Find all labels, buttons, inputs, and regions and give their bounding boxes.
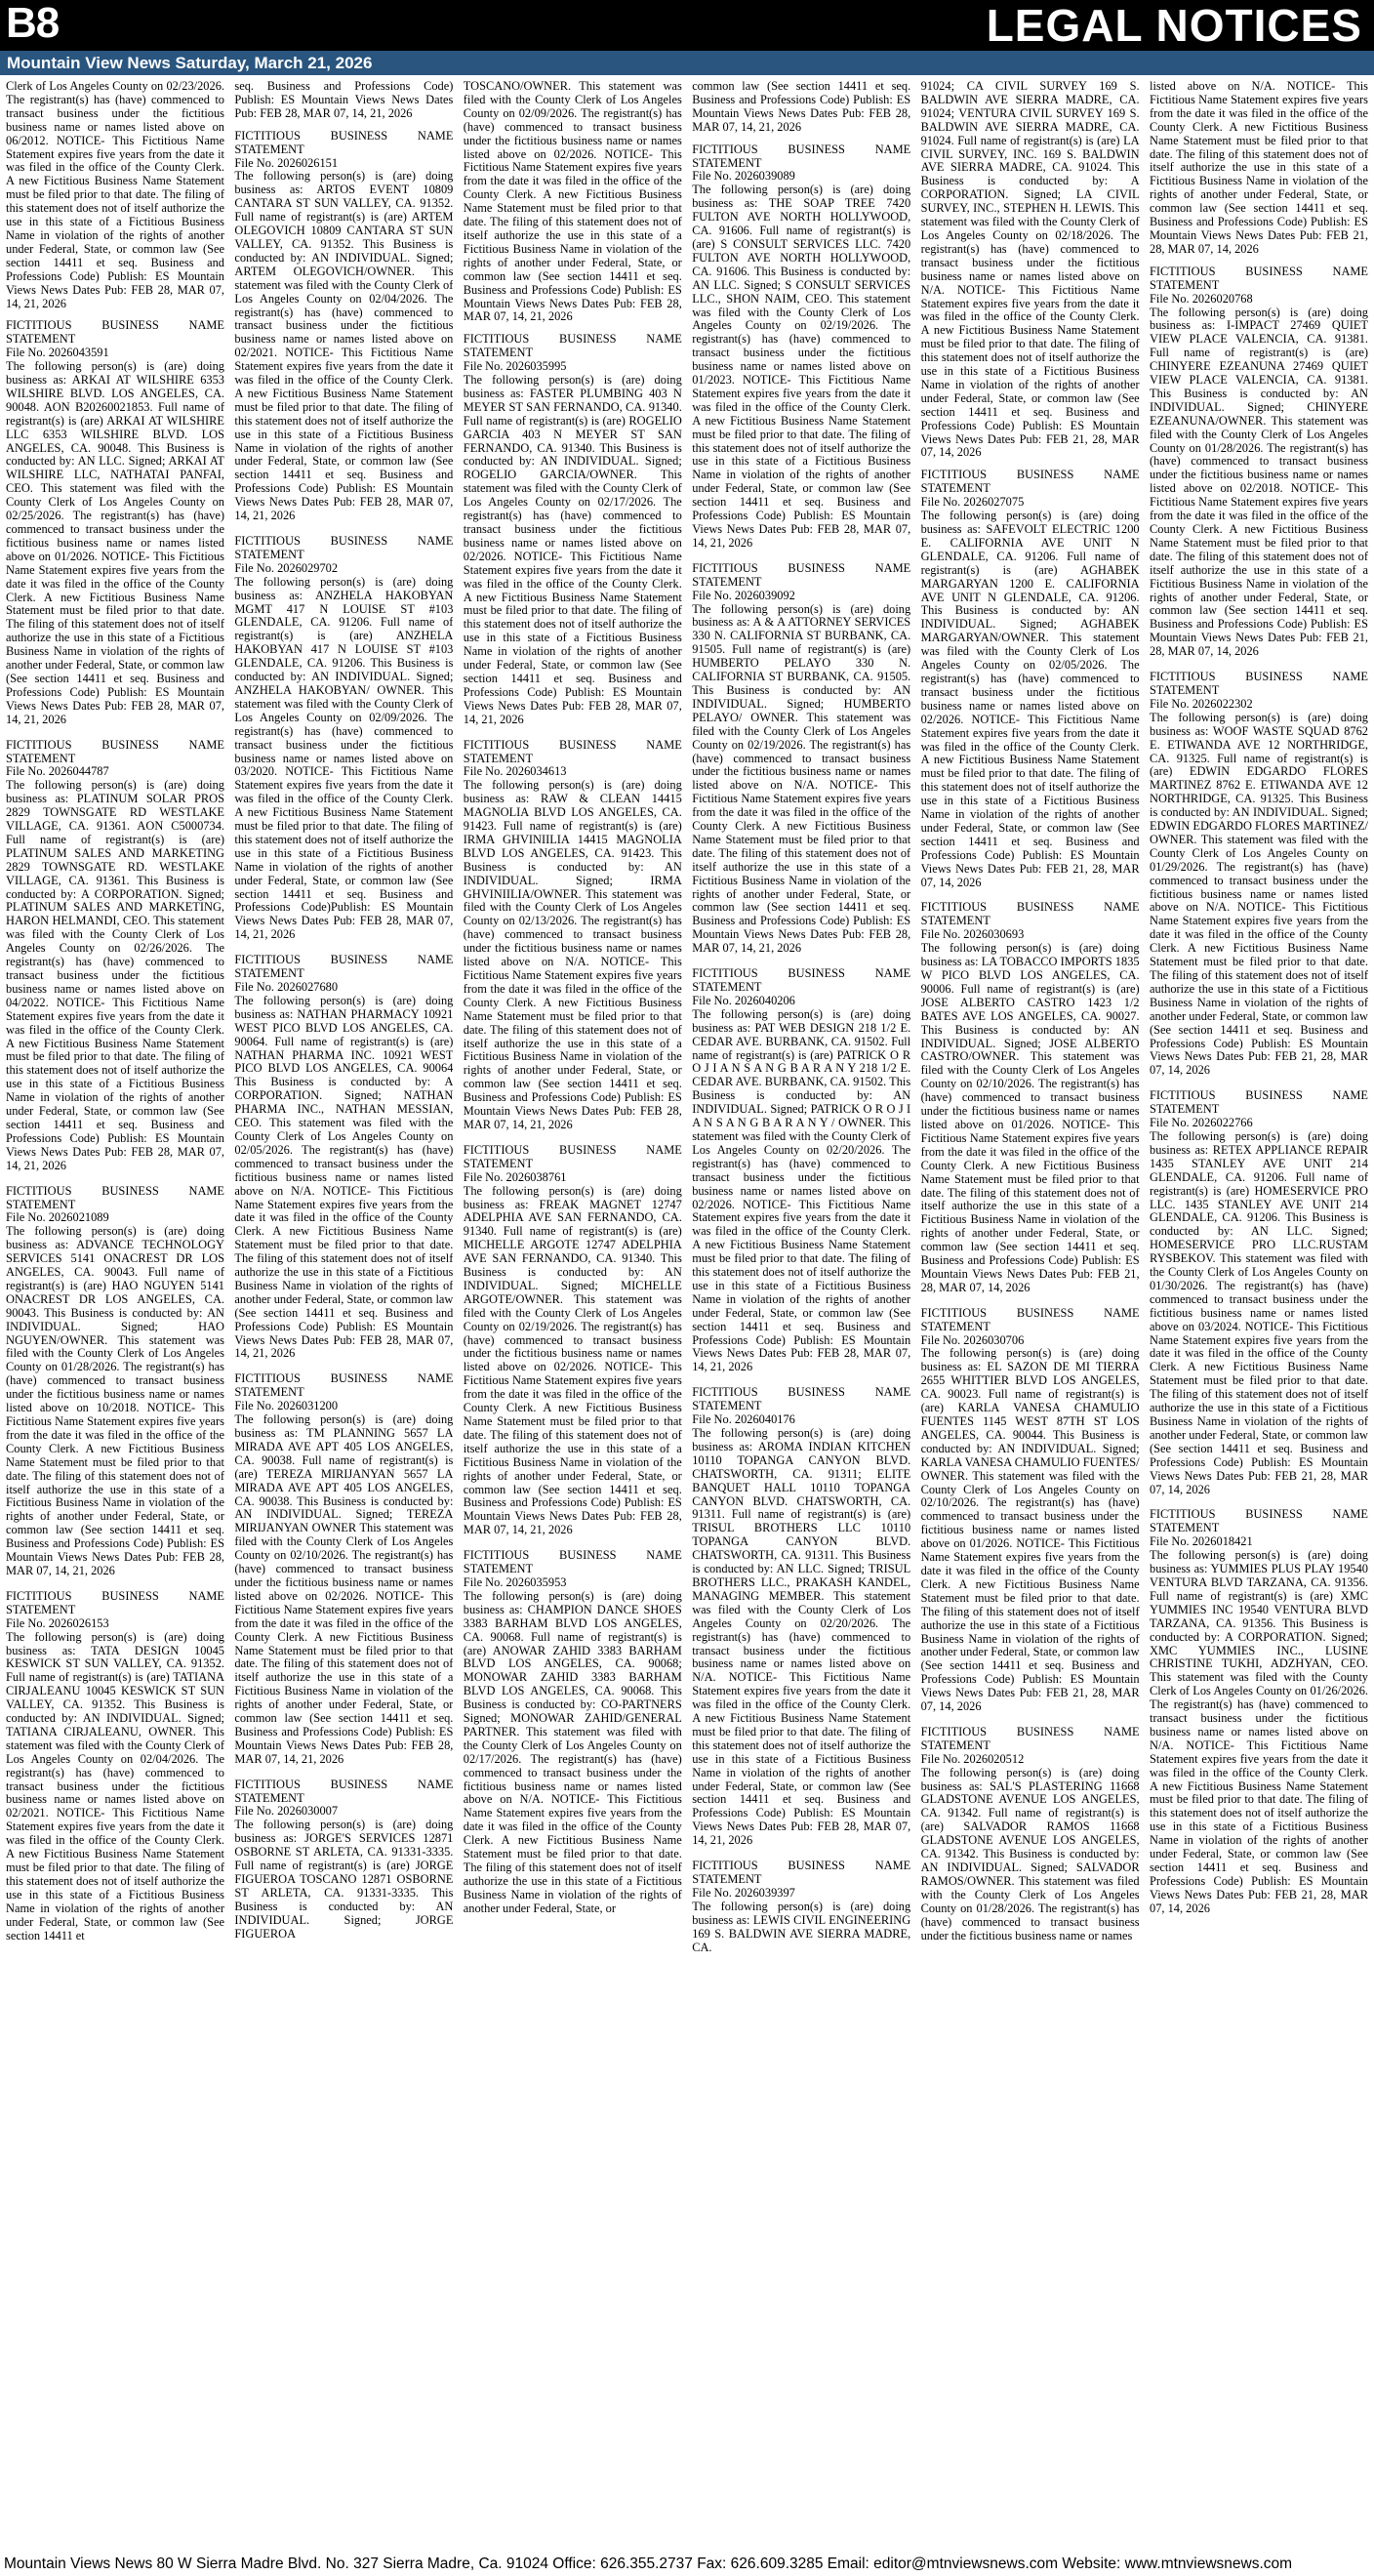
file-number: File No. 2026020512 xyxy=(920,1751,1025,1766)
notice-title: FICTITIOUS BUSINESS NAME STATEMENT xyxy=(692,142,911,170)
notice-title: FICTITIOUS BUSINESS NAME STATEMENT xyxy=(6,1588,224,1616)
file-number: File No. 2026034613 xyxy=(463,764,567,779)
page-number: B8 xyxy=(6,0,60,47)
file-number: File No. 2026038761 xyxy=(463,1169,567,1184)
legal-notice xyxy=(464,1144,682,1537)
column-6 xyxy=(1150,80,1368,2550)
file-number: File No. 2026027680 xyxy=(234,980,339,994)
legal-notice xyxy=(464,1549,682,1915)
file-number: File No. 2026039092 xyxy=(692,588,795,602)
legal-notice xyxy=(464,739,682,1132)
file-number: File No. 2026044787 xyxy=(6,764,109,779)
file-number: File No. 2026026153 xyxy=(6,1615,109,1630)
notice-body: The following person(s) is (are) doing business as: EL SAZON DE MI TIERRA 2655 WHITTIER BLVD LOS ANGELES, CA. 90023. Full name of registrant(s) is (are) KARLA VANESA CHAMULIO FUENTES 1145 WEST 87TH ST LOS ANGELES, CA. 90044. This Business is conducted by: AN INDIVIDUAL. Signed; KARLA VANESA CHAMULIO FUENTES/ OWNER. This statement was filed with the County Clerk of Los Angeles County on 02/10/2026. The registrant(s) has (have) commenced to transact business under the fictitious business name or names listed above on 01/2026. NOTICE- This Fictitious Name Statement expires five years from the date it was filed in the office of the County Clerk. A new Fictitious Business Name Statement must be filed prior to that date. The filing of this statement does not of itself authorize the use in this state of a Fictitious Business Name in violation of the rights of another under Federal, State, or common law (See section 14411 et seq. Business and Professions Code) Publish: ES Mountain Views News Dates Pub: FEB 21, 28, MAR 07, 14, 2026 xyxy=(920,1346,1140,1714)
file-number: File No. 2026040206 xyxy=(692,993,795,1007)
file-number: File No. 2026030007 xyxy=(234,1804,339,1819)
file-number: File No. 2026040176 xyxy=(692,1412,795,1427)
notice-body: The following person(s) is (are) doing business as: ANZHELA HAKOBYAN MGMT 417 N LOUISE ST #103 GLENDALE, CA. 91206. Full name of registrant(s) is (are) ANZHELA HAKOBYAN 417 N LOUISE ST #103 GLENDALE, CA. 91206. This Business is conducted by: AN INDIVIDUAL. Signed; ANZHELA HAKOBYAN/ OWNER. This statement was filed with the County Clerk of Los Angeles County on 02/09/2026. The registrant(s) has (have) commenced to transact business under the fictitious business name or names listed above on 03/2020. NOTICE- This Fictitious Name Statement expires five years from the date it was filed in the office of the County Clerk. A new Fictitious Business Name Statement must be filed prior to that date. The filing of this statement does not of itself authorize the use in this state of a Fictitious Business Name in violation of the rights of another under Federal, State, or common law (See section 14411 et seq. Business and Professions Code)Publish: ES Mountain Views News Dates Pub: FEB 28, MAR 07, 14, 21, 2026 xyxy=(234,574,454,942)
notice-body: The following person(s) is (are) doing business as: CHAMPION DANCE SHOES 3383 BARHAM BLVD LOS ANGELES, CA. 90068. Full name of registrant(s) is (are) ANOWAR ZAHID 3383 BARHAM BLVD LOS ANGELES, CA. 90068; MONOWAR ZAHID 3383 BARHAM BLVD LOS ANGELES, CA. 90068. This Business is conducted by: CO-PARTNERS Signed; MONOWAR ZAHID/GENERAL PARTNER. This statement was filed with the County Clerk of Los Angeles County on 02/17/2026. The registrant(s) has (have) commenced to transact business under the fictitious business name or names listed above on N/A. NOTICE- This Fictitious Name Statement expires five years from the date it was filed in the office of the County Clerk. A new Fictitious Business Name Statement must be filed prior to that date. The filing of this statement does not of itself authorize the use in this state of a Fictitious Business Name in violation of the rights of another under Federal, State, or xyxy=(463,1588,682,1915)
legal-notice xyxy=(234,535,453,942)
notice-body: The following person(s) is (are) doing business as: AROMA INDIAN KITCHEN 10110 TOPANGA CANYON BLVD. CHATSWORTH, CA. 91311; ELITE BANQUET HALL 10110 TOPANGA CANYON BLVD. CHATSWORTH, CA. 91311. Full name of registrant(s) is (are) TRISUL BROTHERS LLC 10110 TOPANGA CANYON BLVD. CHATSWORTH, CA. 91311. This Business is conducted by: AN LLC. Signed; TRISUL BROTHERS LLC., PRAKASH KANDEL, MANAGING MEMBER. This statement was filed with the County Clerk of Los Angeles County on 02/20/2026. The registrant(s) has (have) commenced to transact business under the fictitious business name or names listed above on N/A. NOTICE- This Fictitious Name Statement expires five years from the date it was filed in the office of the County Clerk. A new Fictitious Business Name Statement must be filed prior to that date. The filing of this statement does not of itself authorize the use in this state of a Fictitious Business Name in violation of the rights of another under Federal, State, or common law (See section 14411 et seq. Business and Professions Code) Publish: ES Mountain Views News Dates Pub: FEB 28, MAR 07, 14, 21, 2026 xyxy=(692,1426,911,1848)
legal-notice xyxy=(921,469,1140,889)
column-5 xyxy=(921,80,1140,2550)
legal-notice xyxy=(6,739,224,1173)
notice-title: FICTITIOUS BUSINESS NAME STATEMENT xyxy=(920,1724,1140,1752)
continued-notice-text: 91024; CA CIVIL SURVEY 169 S. BALDWIN AVE SIERRA MADRE, CA. 91024; VENTURA CIVIL SURVEY 169 S. BALDWIN AVE SIERRA MADRE, CA. 91024. Full name of registrant(s) is (are) LA CIVIL SURVEY, INC. 169 S. BALDWIN AVE SIERRA MADRE, CA. 91024. This Business is conducted by: A CORPORATION. Signed; LA CIVIL SURVEY, INC., STEPHEN H. LEWIS. This statement was filed with the County Clerk of Los Angeles County on 02/18/2026. The registrant(s) has (have) commenced to transact business under the fictitious business name or names listed above on N/A. NOTICE- This Fictitious Name Statement expires five years from the date it was filed in the office of the County Clerk. A new Fictitious Business Name Statement must be filed prior to that date. The filing of this statement does not of itself authorize the use in this state of a Fictitious Business Name in violation of the rights of another under Federal, State, or common law (See section 14411 et seq. Business and Professions Code) Publish: ES Mountain Views News Dates Pub: FEB 21, 28, MAR 07, 14, 2026 xyxy=(920,80,1140,460)
file-number: File No. 2026035995 xyxy=(463,359,567,374)
continued-notice-text: TOSCANO/OWNER. This statement was filed with the County Clerk of Los Angeles County on 02/09/2026. The registrant(s) has (have) commenced to transact business under the fictitious business name or names listed above on 02/2026. NOTICE- This Fictitious Name Statement expires five years from the date it was filed in the office of the County Clerk. A new Fictitious Business Name Statement must be filed prior to that date. The filing of this statement does not of itself authorize the use in this state of a Fictitious Business Name in violation of the rights of another under Federal, State, or common law (See section 14411 et seq. Business and Professions Code) Publish: ES Mountain Views News Dates Pub: FEB 28, MAR 07, 14, 21, 2026 xyxy=(463,80,682,324)
notice-body: The following person(s) is (are) doing business as: PAT WEB DESIGN 218 1/2 E. CEDAR AVE. BURBANK, CA. 91502. Full name of registrant(s) is (are) PATRICK O R O J I A N S A N G B A R A N Y 218 1/2 E. CEDAR AVE. BURBANK, CA. 91502. This Business is conducted by: AN INDIVIDUAL. Signed; PATRICK O R O J I A N S A N G B A R A N Y / OWNER. This statement was filed with the County Clerk of Los Angeles County on 02/20/2026. The registrant(s) has (have) commenced to transact business under the fictitious business name or names listed above on 02/2026. NOTICE- This Fictitious Name Statement expires five years from the date it was filed in the office of the County Clerk. A new Fictitious Business Name Statement must be filed prior to that date. The filing of this statement does not of itself authorize the use in this state of a Fictitious Business Name in violation of the rights of another under Federal, State, or common law (See section 14411 et seq. Business and Professions Code) Publish: ES Mountain Views News Dates Pub: FEB 28, MAR 07, 14, 21, 2026 xyxy=(692,1006,911,1374)
file-number: File No. 2026030706 xyxy=(920,1332,1025,1347)
notice-body: The following person(s) is (are) doing business as: WOOF WASTE SQUAD 8762 E. ETIWANDA AVE 12 NORTHRIDGE, CA. 91325. Full name of registrant(s) is (are) EDWIN EDGARDO FLORES MARTINEZ 8762 E. ETIWANDA AVE 12 NORTHRIDGE, CA. 91325. This Business is conducted by: AN INDIVIDUAL. Signed; EDWIN EDGARDO FLORES MARTINEZ/ OWNER. This statement was filed with the County Clerk of Los Angeles County on 01/29/2026. The registrant(s) has (have) commenced to transact business under the fictitious business name or names listed above on N/A. NOTICE- This Fictitious Name Statement expires five years from the date it was filed in the office of the County Clerk. A new Fictitious Business Name Statement must be filed prior to that date. The filing of this statement does not of itself authorize the use in this state of a Fictitious Business Name in violation of the rights of another under Federal, State, or common law (See section 14411 et seq. Business and Professions Code) Publish: ES Mountain Views News Dates Pub: FEB 21, 28, MAR 07, 14, 2026 xyxy=(1150,710,1368,1078)
file-number: File No. 2026020768 xyxy=(1150,291,1253,306)
file-number: File No. 2026022302 xyxy=(1150,696,1253,711)
notice-title: FICTITIOUS BUSINESS NAME STATEMENT xyxy=(234,534,454,561)
notice-title: FICTITIOUS BUSINESS NAME STATEMENT xyxy=(6,318,224,347)
notice-body: The following person(s) is (are) doing business as: RAW & CLEAN 14415 MAGNOLIA BLVD LOS ANGELES, CA. 91423. Full name of registrant(s) is (are) IRMA GHVINIILIA 14415 MAGNOLIA BLVD LOS ANGELES, CA. 91423. This Business is conducted by: AN INDIVIDUAL. Signed; IRMA GHVINIILIA/OWNER. This statement was filed with the County Clerk of Los Angeles County on 02/13/2026. The registrant(s) has (have) commenced to transact business under the fictitious business name or names listed above on N/A. NOTICE- This Fictitious Name Statement expires five years from the date it was filed in the office of the County Clerk. A new Fictitious Business Name Statement must be filed prior to that date. The filing of this statement does not of itself authorize the use in this state of a Fictitious Business Name in violation of the rights of another under Federal, State, or common law (See section 14411 et seq. Business and Professions Code) Publish: ES Mountain Views News Dates Pub: FEB 28, MAR 07, 14, 21, 2026 xyxy=(463,778,682,1131)
legal-notice xyxy=(234,1372,453,1766)
notice-body: The following person(s) is (are) doing business as: ARKAI AT WILSHIRE 6353 WILSHIRE BLVD. LOS ANGELES, CA. 90048. AON B20260021853. Full name of registrant(s) is (are) ARKAI AT WILSHIRE LLC 6353 WILSHIRE BLVD. LOS ANGELES, CA. 90048. This Business is conducted by: AN LLC. Signed; ARKAI AT WILSHIRE LLC, NATHATAI PANFAI, CEO. This statement was filed with the County Clerk of Los Angeles County on 02/25/2026. The registrant(s) has (have) commenced to transact business under the fictitious business name or names listed above on 01/2026. NOTICE- This Fictitious Name Statement expires five years from the date it was filed in the office of the County Clerk. A new Fictitious Business Name Statement must be filed prior to that date. The filing of this statement does not of itself authorize the use in this state of a Fictitious Business Name in violation of the rights of another under Federal, State, or common law (See section 14411 et seq. Business and Professions Code) Publish: ES Mountain Views News Dates Pub: FEB 28, MAR 07, 14, 21, 2026 xyxy=(6,359,224,726)
notice-body: The following person(s) is (are) doing business as: YUMMIES PLUS PLAY 19540 VENTURA BLVD TARZANA, CA. 91356. Full name of registrant(s) is (are) XMC YUMMIES INC 19540 VENTURA BLVD TARZANA, CA. 91356. This Business is conducted by: A CORPORATION. Signed; XMC YUMMIES INC., LUSINE CHRISTINE TUKHI, ADZHYAN, CEO. This statement was filed with the County Clerk of Los Angeles County on 01/26/2026. The registrant(s) has (have) commenced to transact business under the fictitious business name or names listed above on N/A. NOTICE- This Fictitious Name Statement expires five years from the date it was filed in the office of the County Clerk. A new Fictitious Business Name Statement must be filed prior to that date. The filing of this statement does not of itself authorize the use in this state of a Fictitious Business Name in violation of the rights of another under Federal, State, or common law (See section 14411 et seq. Business and Professions Code) Publish: ES Mountain Views News Dates Pub: FEB 21, 28, MAR 07, 14, 2026 xyxy=(1150,1548,1368,1915)
legal-notice xyxy=(692,967,910,1374)
legal-notice xyxy=(921,1726,1140,1943)
notice-title: FICTITIOUS BUSINESS NAME STATEMENT xyxy=(920,468,1140,496)
column-4 xyxy=(692,80,910,2550)
notice-title: FICTITIOUS BUSINESS NAME STATEMENT xyxy=(463,737,682,765)
notice-body: The following person(s) is (are) doing business as: PLATINUM SOLAR PROS 2829 TOWNSGATE RD WESTLAKE VILLAGE, CA. 91361. AON C5000734. Full name of registrant(s) is (are) PLATINUM SALES AND MARKETING 2829 TOWNSGATE RD. WESTLAKE VILLAGE, CA. 91361. This Business is conducted by: A CORPORATION. Signed; PLATINUM SALES AND MARKETING, HARON HELMANDI, CEO. This statement was filed with the County Clerk of Los Angeles County on 02/26/2026. The registrant(s) has (have) commenced to transact business under the fictitious business name or names listed above on 04/2022. NOTICE- This Fictitious Name Statement expires five years from the date it was filed in the office of the County Clerk. A new Fictitious Business Name Statement must be filed prior to that date. The filing of this statement does not of itself authorize the use in this state of a Fictitious Business Name in violation of the rights of another under Federal, State, or common law (See section 14411 et seq. Business and Professions Code) Publish: ES Mountain Views News Dates Pub: FEB 28, MAR 07, 14, 21, 2026 xyxy=(6,778,224,1172)
column-1 xyxy=(6,80,224,2550)
notice-body: The following person(s) is (are) doing business as: I-IMPACT 27469 QUIET VIEW PLACE VALENCIA, CA. 91381. Full name of registrant(s) is (are) CHINYERE EZEANUNA 27469 QUIET VIEW PLACE VALENCIA, CA. 91381. This Business is conducted by: AN INDIVIDUAL. Signed; CHINYERE EZEANUNA/OWNER. This statement was filed with the County Clerk of Los Angeles County on 01/28/2026. The registrant(s) has (have) commenced to transact business under the fictitious business name or names listed above on 02/2018. NOTICE- This Fictitious Name Statement expires five years from the date it was filed in the office of the County Clerk. A new Fictitious Business Name Statement must be filed prior to that date. The filing of this statement does not of itself authorize the use in this state of a Fictitious Business Name in violation of the rights of another under Federal, State, or common law (See section 14411 et seq. Business and Professions Code) Publish: ES Mountain Views News Dates Pub: FEB 21, 28, MAR 07, 14, 2026 xyxy=(1150,305,1368,659)
legal-notice xyxy=(234,954,453,1361)
notice-title: FICTITIOUS BUSINESS NAME STATEMENT xyxy=(1150,1088,1368,1117)
notice-body: The following person(s) is (are) doing business as: NATHAN PHARMACY 10921 WEST PICO BLVD LOS ANGELES, CA. 90064. Full name of registrant(s) is (are) NATHAN PHARMA INC. 10921 WEST PICO BLVD LOS ANGELES, CA. 90064 This Business is conducted by: A CORPORATION. Signed; NATHAN PHARMA INC., NATHAN MESSIAN, CEO. This statement was filed with the County Clerk of Los Angeles County on 02/05/2026. The registrant(s) has (have) commenced to transact business under the fictitious business name or names listed above on N/A. NOTICE- This Fictitious Name Statement expires five years from the date it was filed in the office of the County Clerk. A new Fictitious Business Name Statement must be filed prior to that date. The filing of this statement does not of itself authorize the use in this state of a Fictitious Business Name in violation of the rights of another under Federal, State, or common law (See section 14411 et seq. Business and Professions Code) Publish: ES Mountain Views News Dates Pub: FEB 28, MAR 07, 14, 21, 2026 xyxy=(234,993,454,1361)
legal-notice xyxy=(1150,1089,1368,1496)
column-2 xyxy=(234,80,453,2550)
footer-contact-info: Mountain Views News 80 W Sierra Madre Blvd. No. 327 Sierra Madre, Ca. 91024 Office: 626.355.2737 Fax: 626.609.3285 Email: editor@mtnviewsnews.com Website: www.mtnviewsnews.com xyxy=(4,2556,1293,2572)
notice-title: FICTITIOUS BUSINESS NAME STATEMENT xyxy=(234,128,454,156)
continued-notice-text: listed above on N/A. NOTICE- This Fictitious Name Statement expires five years from the date it was filed in the office of the County Clerk. A new Fictitious Business Name Statement must be filed prior to that date. The filing of this statement does not of itself authorize the use in this state of a Fictitious Business Name in violation of the rights of another under Federal, State, or common law (See section 14411 et seq. Business and Professions Code) Publish: ES Mountain Views News Dates Pub: FEB 21, 28, MAR 07, 14, 2026 xyxy=(1150,80,1368,256)
notice-title: FICTITIOUS BUSINESS NAME STATEMENT xyxy=(463,1142,682,1170)
notice-body: The following person(s) is (are) doing business as: JORGE'S SERVICES 12871 OSBORNE ST ARLETA, CA. 91331-3335. Full name of registrant(s) is (are) JORGE FIGUEROA TOSCANO 12871 OSBORNE ST ARLETA, CA. 91331-3335. This Business is conducted by: AN INDIVIDUAL. Signed; JORGE FIGUEROA xyxy=(234,1818,454,1941)
notice-title: FICTITIOUS BUSINESS NAME STATEMENT xyxy=(6,737,224,765)
file-number: File No. 2026027075 xyxy=(920,495,1025,510)
legal-notice xyxy=(692,143,910,551)
notice-columns xyxy=(6,80,1368,2550)
notice-body: The following person(s) is (are) doing business as: LEWIS CIVIL ENGINEERING 169 S. BALDWIN AVE SIERRA MADRE, CA. xyxy=(692,1899,911,1954)
section-title: LEGAL NOTICES xyxy=(986,0,1362,51)
notice-title: FICTITIOUS BUSINESS NAME STATEMENT xyxy=(1150,1507,1368,1535)
notice-title: FICTITIOUS BUSINESS NAME STATEMENT xyxy=(1150,670,1368,697)
legal-notice xyxy=(6,319,224,726)
notice-body: The following person(s) is (are) doing business as: RETEX APPLIANCE REPAIR 1435 STANLEY AVE UNIT 214 GLENDALE, CA. 91206. Full name of registrant(s) is (are) HOMESERVICE PRO LLC. 1435 STANLEY AVE UNIT 214 GLENDALE, CA. 91206. This Business is conducted by: AN LLC. Signed; HOMESERVICE PRO LLC.RUSTAM RYSBEKOV. This statement was filed with the County Clerk of Los Angeles County on 01/30/2026. The registrant(s) has (have) commenced to transact business under the fictitious business name or names listed above on 03/2024. NOTICE- This Fictitious Name Statement expires five years from the date it was filed in the office of the County Clerk. A new Fictitious Business Name Statement must be filed prior to that date. The filing of this statement does not of itself authorize the use in this state of a Fictitious Business Name in violation of the rights of another under Federal, State, or common law (See section 14411 et seq. Business and Professions Code) Publish: ES Mountain Views News Dates Pub: FEB 21, 28, MAR 07, 14, 2026 xyxy=(1150,1128,1368,1496)
file-number: File No. 2026022766 xyxy=(1150,1116,1253,1130)
legal-notice xyxy=(692,1860,910,1954)
notice-body: The following person(s) is (are) doing business as: A & A ATTORNEY SERVICES 330 N. CALIFORNIA ST BURBANK, CA. 91505. Full name of registrant(s) is (are) HUMBERTO PELAYO 330 N. CALIFORNIA ST BURBANK, CA. 91505. This Business is conducted by: AN INDIVIDUAL. Signed; HUMBERTO PELAYO/ OWNER. This statement was filed with the County Clerk of Los Angeles County on 02/19/2026. The registrant(s) has (have) commenced to transact business under the fictitious business name or names listed above on N/A. NOTICE- This Fictitious Name Statement expires five years from the date it was filed in the office of the County Clerk. A new Fictitious Business Name Statement must be filed prior to that date. The filing of this statement does not of itself authorize the use in this state of a Fictitious Business Name in violation of the rights of another under Federal, State, or common law (See section 14411 et seq. Business and Professions Code) Publish: ES Mountain Views News Dates Pub: FEB 28, MAR 07, 14, 21, 2026 xyxy=(692,601,911,956)
legal-notice xyxy=(1150,266,1368,659)
notice-title: FICTITIOUS BUSINESS NAME STATEMENT xyxy=(234,1371,454,1400)
file-number: File No. 2026031200 xyxy=(234,1399,339,1413)
notice-body: The following person(s) is (are) doing business as: LA TOBACCO IMPORTS 1835 W PICO BLVD LOS ANGELES, CA. 90006. Full name of registrant(s) is (are) JOSE ALBERTO CASTRO 1423 1/2 BATES AVE LOS ANGELES, CA. 90027. This Business is conducted by: AN INDIVIDUAL. Signed; JOSE ALBERTO CASTRO/OWNER. This statement was filed with the County Clerk of Los Angeles County on 02/10/2026. The registrant(s) has (have) commenced to transact business under the fictitious business name or names listed above on 01/2026. NOTICE- This Fictitious Name Statement expires five years from the date it was filed in the office of the County Clerk. A new Fictitious Business Name Statement must be filed prior to that date. The filing of this statement does not of itself authorize the use in this state of a Fictitious Business Name in violation of the rights of another under Federal, State, or common law (See section 14411 et seq. Business and Professions Code) Publish: ES Mountain Views News Dates Pub: FEB 21, 28, MAR 07, 14, 2026 xyxy=(920,941,1140,1294)
legal-notice xyxy=(6,1185,224,1578)
legal-notice xyxy=(464,333,682,726)
notice-title: FICTITIOUS BUSINESS NAME STATEMENT xyxy=(920,900,1140,928)
continued-notice-text: Clerk of Los Angeles County on 02/23/2026. The registrant(s) has (have) commenced to transact business under the fictitious business name or names listed above on 06/2012. NOTICE- This Fictitious Name Statement expires five years from the date it was filed in the office of the County Clerk. A new Fictitious Business Name Statement must be filed prior to that date. The filing of this statement does not of itself authorize the use in this state of a Fictitious Business Name in violation of the rights of another under Federal, State, or common law (See section 14411 et seq. Business and Professions Code) Publish: ES Mountain Views News Dates Pub: FEB 28, MAR 07, 14, 21, 2026 xyxy=(6,80,224,310)
notice-title: FICTITIOUS BUSINESS NAME STATEMENT xyxy=(692,966,911,994)
dateline-bar xyxy=(0,51,1374,75)
notice-title: FICTITIOUS BUSINESS NAME STATEMENT xyxy=(1150,264,1368,292)
file-number: File No. 2026043591 xyxy=(6,346,109,360)
legal-notice xyxy=(1150,671,1368,1078)
file-number: File No. 2026021089 xyxy=(6,1210,109,1225)
continued-notice-text: common law (See section 14411 et seq. Business and Professions Code) Publish: ES Mountain Views News Dates Pub: FEB 28, MAR 07, 14, 21, 2026 xyxy=(692,80,911,134)
notice-title: FICTITIOUS BUSINESS NAME STATEMENT xyxy=(463,1548,682,1576)
notice-title: FICTITIOUS BUSINESS NAME STATEMENT xyxy=(692,560,911,589)
file-number: File No. 2026039397 xyxy=(692,1885,795,1900)
legal-notice xyxy=(234,1779,453,1942)
notice-title: FICTITIOUS BUSINESS NAME STATEMENT xyxy=(6,1183,224,1211)
legal-notice xyxy=(234,130,453,523)
notice-body: The following person(s) is (are) doing business as: TM PLANNING 5657 LA MIRADA AVE APT 405 LOS ANGELES, CA. 90038. Full name of registrant(s) is (are) TEREZA MIRIJANYAN 5657 LA MIRADA AVE APT 405 LOS ANGELES, CA. 90038. This Business is conducted by: AN INDIVIDUAL. Signed; TEREZA MIRIJANYAN OWNER This statement was filed with the County Clerk of Los Angeles County on 02/10/2026. The registrant(s) has (have) commenced to transact business under the fictitious business name or names listed above on 02/2026. NOTICE- This Fictitious Name Statement expires five years from the date it was filed in the office of the County Clerk. A new Fictitious Business Name Statement must be filed prior to that date. The filing of this statement does not of itself authorize the use in this state of a Fictitious Business Name in violation of the rights of another under Federal, State, or common law (See section 14411 et seq. Business and Professions Code) Publish: ES Mountain Views News Dates Pub: FEB 28, MAR 07, 14, 21, 2026 xyxy=(234,1412,454,1766)
page-footer xyxy=(0,2552,1374,2576)
continued-notice-text: seq. Business and Professions Code) Publish: ES Mountain Views News Dates Pub: FEB 28, MAR 07, 14, 21, 2026 xyxy=(234,80,454,120)
notice-body: The following person(s) is (are) doing business as: FREAK MAGNET 12747 ADELPHIA AVE SAN FERNANDO, CA. 91340. Full name of registrant(s) is (are) MICHELLE ARGOTE 12747 ADELPHIA AVE SAN FERNANDO, CA. 91340. This Business is conducted by: AN INDIVIDUAL. Signed; MICHELLE ARGOTE/OWNER. This statement was filed with the County Clerk of Los Angeles County on 02/19/2026. The registrant(s) has (have) commenced to transact business under the fictitious business name or names listed above on 02/2026. NOTICE- This Fictitious Name Statement expires five years from the date it was filed in the office of the County Clerk. A new Fictitious Business Name Statement must be filed prior to that date. The filing of this statement does not of itself authorize the use in this state of a Fictitious Business Name in violation of the rights of another under Federal, State, or common law (See section 14411 et seq. Business and Professions Code) Publish: ES Mountain Views News Dates Pub: FEB 28, MAR 07, 14, 21, 2026 xyxy=(463,1183,682,1537)
notice-title: FICTITIOUS BUSINESS NAME STATEMENT xyxy=(692,1859,911,1886)
notice-title: FICTITIOUS BUSINESS NAME STATEMENT xyxy=(692,1385,911,1413)
legal-notice xyxy=(692,562,910,956)
legal-notice xyxy=(1150,1508,1368,1915)
notice-title: FICTITIOUS BUSINESS NAME STATEMENT xyxy=(920,1305,1140,1333)
notice-body: The following person(s) is (are) doing business as: THE SOAP TREE 7420 FULTON AVE NORTH HOLLYWOOD, CA. 91606. Full name of registrant(s) is (are) S CONSULT SERVICES LLC. 7420 FULTON AVE NORTH HOLLYWOOD, CA. 91606. This Business is conducted by: AN LLC. Signed; S CONSULT SERVICES LLC., SHON NAIM, CEO. This statement was filed with the County Clerk of Los Angeles County on 02/19/2026. The registrant(s) has (have) commenced to transact business under the fictitious business name or names listed above on 01/2023. NOTICE- This Fictitious Name Statement expires five years from the date it was filed in the office of the County Clerk. A new Fictitious Business Name Statement must be filed prior to that date. The filing of this statement does not of itself authorize the use in this state of a Fictitious Business Name in violation of the rights of another under Federal, State, or common law (See section 14411 et seq. Business and Professions Code) Publish: ES Mountain Views News Dates Pub: FEB 28, MAR 07, 14, 21, 2026 xyxy=(692,183,911,550)
notice-body: The following person(s) is (are) doing business as: ARTOS EVENT 10809 CANTARA ST SUN VALLEY, CA. 91352. Full name of registrant(s) is (are) ARTEM OLEGOVICH 10809 CANTARA ST SUN VALLEY, CA. 91352. This Business is conducted by: AN INDIVIDUAL. Signed; ARTEM OLEGOVICH/OWNER. This statement was filed with the County Clerk of Los Angeles County on 02/04/2026. The registrant(s) has (have) commenced to transact business under the fictitious business name or names listed above on 02/2021. NOTICE- This Fictitious Name Statement expires five years from the date it was filed in the office of the County Clerk. A new Fictitious Business Name Statement must be filed prior to that date. The filing of this statement does not of itself authorize the use in this state of a Fictitious Business Name in violation of the rights of another under Federal, State, or common law (See section 14411 et seq. Business and Professions Code) Publish: ES Mountain Views News Dates Pub: FEB 28, MAR 07, 14, 21, 2026 xyxy=(234,169,454,523)
file-number: File No. 2026026151 xyxy=(234,155,339,170)
file-number: File No. 2026029702 xyxy=(234,560,339,575)
legal-notice xyxy=(921,1307,1140,1714)
legal-notice xyxy=(692,1386,910,1848)
file-number: File No. 2026018421 xyxy=(1150,1534,1253,1549)
notice-title: FICTITIOUS BUSINESS NAME STATEMENT xyxy=(463,332,682,360)
file-number: File No. 2026039089 xyxy=(692,169,795,184)
page-header xyxy=(0,0,1374,51)
dateline: Mountain View News Saturday, March 21, 2026 xyxy=(7,54,373,72)
notice-body: The following person(s) is (are) doing business as: SAL'S PLASTERING 11668 GLADSTONE AVENUE LOS ANGELES, CA. 91342. Full name of registrant(s) is (are) SALVADOR RAMOS 11668 GLADSTONE AVENUE LOS ANGELES, CA. 91342. This Business is conducted by: AN INDIVIDUAL. Signed; SALVADOR RAMOS/OWNER. This statement was filed with the County Clerk of Los Angeles County on 01/28/2026. The registrant(s) has (have) commenced to transact business under the fictitious business name or names xyxy=(920,1765,1140,1942)
legal-notice xyxy=(6,1590,224,1943)
notice-title: FICTITIOUS BUSINESS NAME STATEMENT xyxy=(234,953,454,981)
column-3 xyxy=(464,80,682,2550)
notice-body: The following person(s) is (are) doing business as: ADVANCE TECHNOLOGY SERVICES 5141 ONACREST DR LOS ANGELES, CA. 90043. Full name of registrant(s) is (are) HAO NGUYEN 5141 ONACREST DR LOS ANGELES, CA. 90043. This Business is conducted by: AN INDIVIDUAL. Signed; HAO NGUYEN/OWNER. This statement was filed with the County Clerk of Los Angeles County on 01/28/2026. The registrant(s) has (have) commenced to transact business under the fictitious business name or names listed above on 10/2018. NOTICE- This Fictitious Name Statement expires five years from the date it was filed in the office of the County Clerk. A new Fictitious Business Name Statement must be filed prior to that date. The filing of this statement does not of itself authorize the use in this state of a Fictitious Business Name in violation of the rights of another under Federal, State, or common law (See section 14411 et seq. Business and Professions Code) Publish: ES Mountain Views News Dates Pub: FEB 28, MAR 07, 14, 21, 2026 xyxy=(6,1224,224,1577)
notice-body: The following person(s) is (are) doing business as: SAFEVOLT ELECTRIC 1200 E. CALIFORNIA AVE UNIT N GLENDALE, CA. 91206. Full name of registrant(s) is (are) AGHABEK MARGARYAN 1200 E. CALIFORNIA AVE UNIT N GLENDALE, CA. 91206. This Business is conducted by: AN INDIVIDUAL. Signed; AGHABEK MARGARYAN/OWNER. This statement was filed with the County Clerk of Los Angeles County on 02/05/2026. The registrant(s) has (have) commenced to transact business under the fictitious business name or names listed above on 02/2026. NOTICE- This Fictitious Name Statement expires five years from the date it was filed in the office of the County Clerk. A new Fictitious Business Name Statement must be filed prior to that date. The filing of this statement does not of itself authorize the use in this state of a Fictitious Business Name in violation of the rights of another under Federal, State, or common law (See section 14411 et seq. Business and Professions Code) Publish: ES Mountain Views News Dates Pub: FEB 21, 28, MAR 07, 14, 2026 xyxy=(920,509,1140,889)
notice-body: The following person(s) is (are) doing business as: TATA DESIGN 10045 KESWICK ST SUN VALLEY, CA. 91352. Full name of registrant(s) is (are) TATIANA CIRJALEANU 10045 KESWICK ST SUN VALLEY, CA. 91352. This Business is conducted by: AN INDIVIDUAL. Signed; TATIANA CIRJALEANU, OWNER. This statement was filed with the County Clerk of Los Angeles County on 02/04/2026. The registrant(s) has (have) commenced to transact business under the fictitious business name or names listed above on 02/2021. NOTICE- This Fictitious Name Statement expires five years from the date it was filed in the office of the County Clerk. A new Fictitious Business Name Statement must be filed prior to that date. The filing of this statement does not of itself authorize the use in this state of a Fictitious Business Name in violation of the rights of another under Federal, State, or common law (See section 14411 et xyxy=(6,1629,224,1942)
notice-body: The following person(s) is (are) doing business as: FASTER PLUMBING 403 N MEYER ST SAN FERNANDO, CA. 91340. Full name of registrant(s) is (are) ROGELIO GARCIA 403 N MEYER ST SAN FERNANDO, CA. 91340. This Business is conducted by: AN INDIVIDUAL. Signed; ROGELIO GARCIA/OWNER. This statement was filed with the County Clerk of Los Angeles County on 02/17/2026. The registrant(s) has (have) commenced to transact business under the fictitious business name or names listed above on 02/2026. NOTICE- This Fictitious Name Statement expires five years from the date it was filed in the office of the County Clerk. A new Fictitious Business Name Statement must be filed prior to that date. The filing of this statement does not of itself authorize the use in this state of a Fictitious Business Name in violation of the rights of another under Federal, State, or common law (See section 14411 et seq. Business and Professions Code) Publish: ES Mountain Views News Dates Pub: FEB 28, MAR 07, 14, 21, 2026 xyxy=(463,373,682,726)
notice-title: FICTITIOUS BUSINESS NAME STATEMENT xyxy=(234,1777,454,1805)
file-number: File No. 2026035953 xyxy=(463,1574,567,1589)
file-number: File No. 2026030693 xyxy=(920,927,1025,942)
legal-notice xyxy=(921,901,1140,1294)
